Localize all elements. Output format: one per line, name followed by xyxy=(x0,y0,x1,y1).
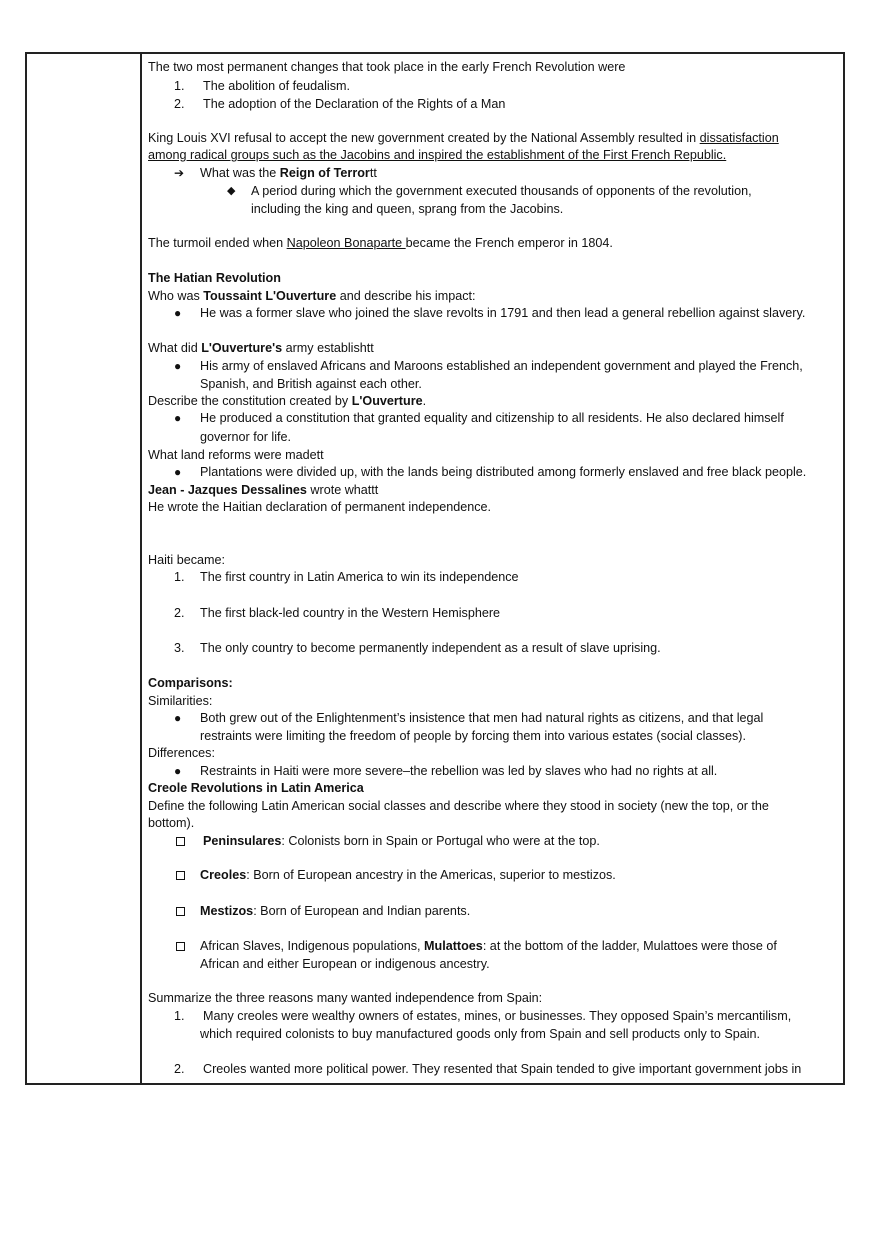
difference-text: Restraints in Haiti were more severe–the rebellion was led by slaves who had no rights at all. xyxy=(200,764,718,778)
reason-text: Many creoles were wealthy owners of estates, mines, or businesses. They opposed Spain’s mercantilism, xyxy=(203,1009,792,1023)
checkbox-icon xyxy=(176,871,185,880)
reign-question: What was the Reign of Terrortt xyxy=(200,166,377,180)
haiti-question: Jean - Jazques Dessalines wrote whattt xyxy=(148,483,379,497)
reason-text: which required colonists to buy manufactured goods only from Spain and sell products only to Spain. xyxy=(200,1027,761,1041)
similarity-text: restraints were limiting the freedom of people by forcing them into various estates (social classes). xyxy=(200,729,746,743)
comparisons-heading: Comparisons: xyxy=(148,676,233,690)
haiti-question: Who was Toussaint L'Ouverture and describe his impact: xyxy=(148,289,476,303)
list-item: The first black-led country in the Western Hemisphere xyxy=(200,606,501,620)
reason-text: Creoles wanted more political power. They resented that Spain tended to give important government jobs in xyxy=(203,1062,802,1076)
creole-instructions: Define the following Latin American social classes and describe where they stood in society (new the top, or the xyxy=(148,799,769,813)
louis-paragraph: King Louis XVI refusal to accept the new government created by the National Assembly resulted in dissatisfaction xyxy=(148,131,779,145)
list-item: The only country to become permanently independent as a result of slave uprising. xyxy=(200,641,661,655)
haiti-answer: governor for life. xyxy=(200,430,291,444)
social-class: Peninsulares: Colonists born in Spain or Portugal who were at the top. xyxy=(203,834,600,848)
social-class: Mestizos: Born of European and Indian parents. xyxy=(200,904,471,918)
turmoil-text: The turmoil ended when Napoleon Bonaparte became the French emperor in 1804. xyxy=(148,236,613,250)
list-item: The abolition of feudalism. xyxy=(203,79,351,93)
list-number: 1. xyxy=(174,79,185,93)
checkbox-icon xyxy=(176,942,185,951)
column-divider xyxy=(140,52,142,1085)
louis-paragraph-underline: among radical groups such as the Jacobins and inspired the establishment of the First French Republic. xyxy=(148,148,727,162)
haiti-answer: Plantations were divided up, with the lands being distributed among formerly enslaved and free black people. xyxy=(200,465,807,479)
creole-instructions: bottom). xyxy=(148,816,195,830)
list-number: 1. xyxy=(174,1009,185,1023)
haiti-answer: He was a former slave who joined the slave revolts in 1791 and then lead a general rebellion against slavery. xyxy=(200,306,806,320)
list-item: The adoption of the Declaration of the Rights of a Man xyxy=(203,97,506,111)
bullet-icon: ● xyxy=(174,359,182,373)
social-class: African Slaves, Indigenous populations, Mulattoes: at the bottom of the ladder, Mulattoes were those of xyxy=(200,939,777,953)
list-number: 2. xyxy=(174,606,185,620)
haiti-became: Haiti became: xyxy=(148,553,225,567)
haiti-answer: His army of enslaved Africans and Maroons established an independent government and played the French, xyxy=(200,359,803,373)
list-number: 2. xyxy=(174,97,185,111)
arrow-bullet-icon: ➔ xyxy=(174,166,185,180)
list-number: 3. xyxy=(174,641,185,655)
checkbox-icon xyxy=(176,907,185,916)
bullet-icon: ● xyxy=(174,764,182,778)
haiti-question: What did L'Ouverture's army establishtt xyxy=(148,341,374,355)
diamond-bullet-icon: ◆ xyxy=(227,185,236,197)
reign-answer: including the king and queen, sprang from the Jacobins. xyxy=(251,202,564,216)
social-class: African and either European or indigenous ancestry. xyxy=(200,957,490,971)
social-class: Creoles: Born of European ancestry in the Americas, superior to mestizos. xyxy=(200,868,616,882)
haiti-question: Describe the constitution created by L'Ouverture. xyxy=(148,394,427,408)
list-number: 2. xyxy=(174,1062,185,1076)
intro-text: The two most permanent changes that took place in the early French Revolution were xyxy=(148,60,626,74)
bullet-icon: ● xyxy=(174,411,182,425)
similarity-text: Both grew out of the Enlightenment’s insistence that men had natural rights as citizens, and that legal xyxy=(200,711,764,725)
haiti-answer: He produced a constitution that granted equality and citizenship to all residents. He also declared himself xyxy=(200,411,784,425)
similarities-label: Similarities: xyxy=(148,694,213,708)
summarize-prompt: Summarize the three reasons many wanted independence from Spain: xyxy=(148,991,543,1005)
differences-label: Differences: xyxy=(148,746,215,760)
checkbox-icon xyxy=(176,837,185,846)
haiti-heading: The Hatian Revolution xyxy=(148,271,281,285)
haiti-question: What land reforms were madett xyxy=(148,448,324,462)
list-number: 1. xyxy=(174,570,185,584)
haiti-answer: Spanish, and British against each other. xyxy=(200,377,422,391)
bullet-icon: ● xyxy=(174,711,182,725)
haiti-answer: He wrote the Haitian declaration of permanent independence. xyxy=(148,500,492,514)
creole-heading: Creole Revolutions in Latin America xyxy=(148,781,364,795)
list-item: The first country in Latin America to win its independence xyxy=(200,570,519,584)
reign-answer: A period during which the government executed thousands of opponents of the revolution, xyxy=(251,184,752,198)
bullet-icon: ● xyxy=(174,306,182,320)
bullet-icon: ● xyxy=(174,465,182,479)
